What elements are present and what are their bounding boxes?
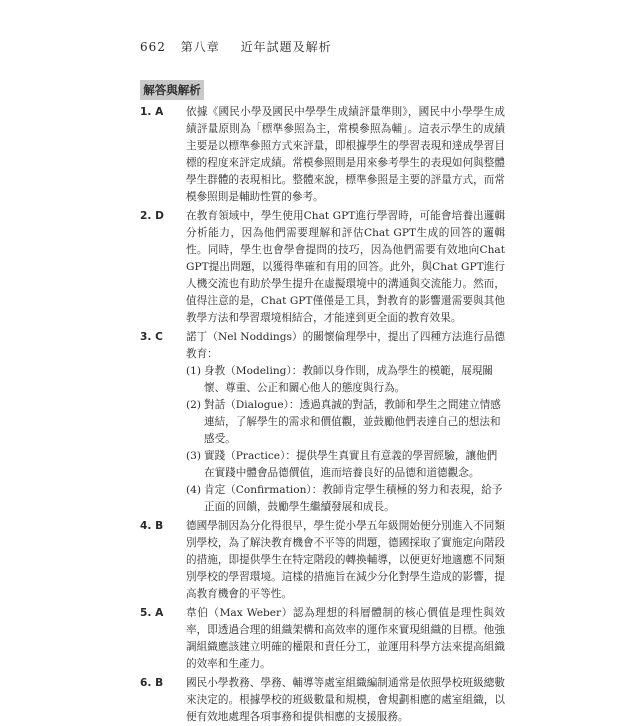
answer-explanation: 德國學制因為分化得很早，學生從小學五年級開始便分別進入不同類別學校，為了解決教育機會不平等的問題，德國採取了實施定向階段的措施，即提供學生在特定階段的轉換輔導，以便更好地適應不同類別學校的學習環境。這樣的措施旨在減少分化對學生造成的影響，提高教育機會的平等性。: [186, 520, 505, 600]
answer-explanation: 依據《國民小學及國民中學學生成績評量準則》，國民中小學學生成績評量原則為「標準參照為主，常模參照為輔」。這表示學生的成績主要是以標準參照方式來評量，即根據學生的學習表現和達成學習目標的程度來評定成績。常模參照則是用來參考學生的表現如何與整體學生群體的表現相比。整體來說，標準參照是主要的評量方式，而常模參照則是輔助性質的參考。: [186, 106, 505, 203]
method-text: 對話（Dialogue）：透過真誠的對話，教師和學生之間建立情感連結，了解學生的需求和價值觀，並鼓勵他們表達自己的想法和感受。: [204, 399, 501, 445]
section-label: 解答與解析: [140, 80, 204, 100]
method-item: [186, 363, 505, 397]
method-item: [186, 397, 505, 448]
method-index: (1): [186, 365, 202, 377]
method-index: (4): [186, 484, 202, 496]
answer-index: 2. D: [140, 210, 164, 222]
answer-explanation: 在教育領域中，學生使用Chat GPT進行學習時，可能會培養出邏輯分析能力，因為他們需要理解和評估Chat GPT生成的回答的邏輯性。同時，學生也會學會提問的技巧，因為他們需要有效地向Chat GPT提出問題，以獲得準確和有用的回答。此外，與Chat GPT進行人機交流也有助於學生提升在虛擬環境中的溝通與交流能力。然而，值得注意的是，Chat GPT僅僅是工具，對教育的影響還需要與其他教學方法和學習環境相結合，才能達到更全面的教育效果。: [186, 210, 505, 324]
method-item: [186, 448, 505, 482]
method-item: [186, 482, 505, 516]
answer-explanation: 國民小學教務、學務、輔導等處室組織編制通常是依照學校班級總數來決定的。根據學校的班級數量和規模，會規劃相應的處室組織，以便有效地處理各項事務和提供相應的支援服務。: [186, 677, 505, 723]
answer-explanation: 韋伯（Max Weber）認為理想的科層體制的核心價值是理性與效率，即透過合理的組織架構和高效率的運作來實現組織的目標。他強調組織應該建立明確的權限和責任分工，並運用科學方法來提高組織的效率和生產力。: [186, 607, 505, 670]
answer-index: 4. B: [140, 520, 164, 532]
answer-item-4: [140, 518, 505, 603]
answer-index: 6. B: [140, 677, 164, 689]
method-text: 身教（Modeling）：教師以身作則，成為學生的模範，展現關懷、尊重、公正和關心他人的態度與行為。: [204, 365, 494, 394]
answer-list: [140, 102, 505, 726]
answer-index: 1. A: [140, 106, 164, 118]
page-header: [140, 38, 332, 55]
page-number: 662: [140, 40, 166, 54]
method-index: (2): [186, 399, 202, 411]
method-index: (3): [186, 450, 202, 462]
answer-item-6: [140, 675, 505, 726]
answer-item-3: [140, 329, 505, 516]
chapter-label: 第八章: [180, 40, 220, 54]
answer-explanation: 諾丁（Nel Noddings）的關懷倫理學中，提出了四種方法進行品德教育：: [186, 331, 505, 360]
method-text: 肯定（Confirmation）：教師肯定學生積極的努力和表現，給予正面的回饋，鼓勵學生繼續發展和成長。: [204, 484, 503, 513]
answer-item-2: [140, 208, 505, 327]
answer-item-5: [140, 605, 505, 673]
chapter-title: 近年試題及解析: [240, 40, 332, 54]
answer-index: 5. A: [140, 607, 164, 619]
answer-index: 3. C: [140, 331, 163, 343]
method-text: 實踐（Practice）：提供學生真實且有意義的學習經驗，讓他們在實踐中體會品德價值，進而培養良好的品德和道德觀念。: [204, 450, 498, 479]
answer-item-1: [140, 104, 505, 206]
